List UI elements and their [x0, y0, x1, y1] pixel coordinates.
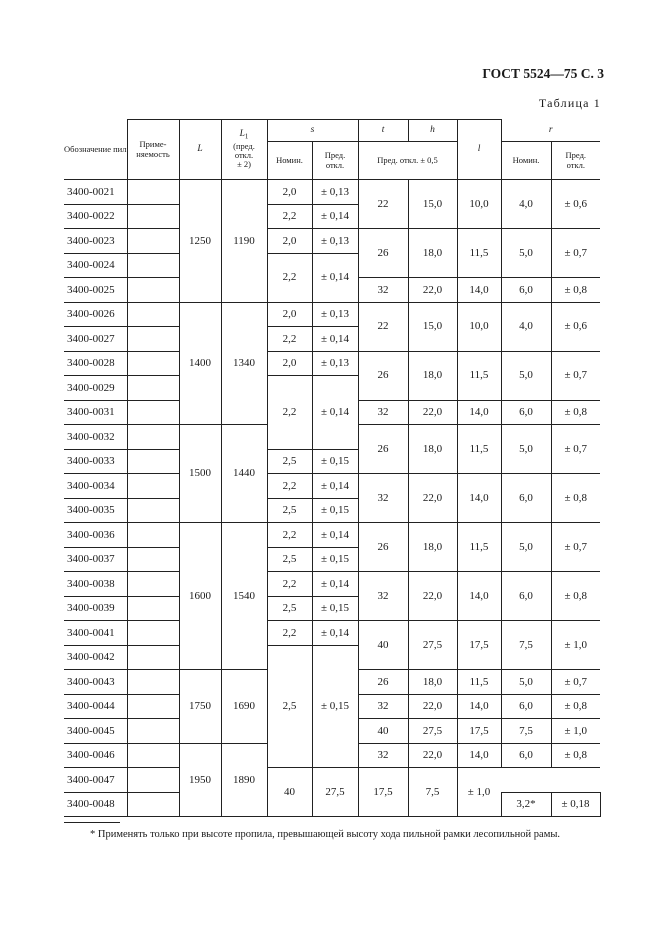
t-value: 32 [358, 278, 408, 303]
applicability-cell [127, 523, 179, 548]
row-code: 3400-0048 [64, 792, 127, 817]
l-value: 14,0 [457, 743, 501, 768]
s-dev: ± 0,18 [551, 792, 600, 817]
s-nom: 2,5 [267, 547, 312, 572]
h-value: 22,0 [408, 474, 457, 523]
r-nom: 6,0 [501, 400, 551, 425]
applicability-cell [127, 719, 179, 744]
footnote: * Применять только при высоте пропила, превышающей высоту хода пильной рамки лесопильной рамы. [90, 829, 561, 840]
r-nom: 4,0 [501, 180, 551, 229]
t-value: 32 [358, 572, 408, 621]
col-s-dev: Пред. откл. [312, 142, 358, 180]
col-applicability: Приме- няемость [127, 120, 179, 180]
col-th-dev: Пред. откл. ± 0,5 [358, 142, 457, 180]
applicability-cell [127, 302, 179, 327]
applicability-cell [127, 572, 179, 597]
r-nom: 5,0 [501, 229, 551, 278]
s-dev: ± 0,13 [312, 180, 358, 205]
applicability-cell [127, 743, 179, 768]
r-dev: ± 0,8 [551, 572, 600, 621]
t-value: 26 [358, 229, 408, 278]
l-value: 10,0 [457, 180, 501, 229]
r-nom: 5,0 [501, 523, 551, 572]
h-value: 27,5 [408, 621, 457, 670]
s-nom: 2,0 [267, 351, 312, 376]
row-code: 3400-0029 [64, 376, 127, 401]
applicability-cell [127, 229, 179, 254]
r-nom: 5,0 [501, 670, 551, 695]
r-nom: 7,5 [501, 719, 551, 744]
t-value: 26 [358, 351, 408, 400]
col-s-nom: Номин. [267, 142, 312, 180]
row-code: 3400-0035 [64, 498, 127, 523]
s-nom: 2,2 [267, 204, 312, 229]
row-code: 3400-0046 [64, 743, 127, 768]
r-nom: 5,0 [501, 425, 551, 474]
l-value: 14,0 [457, 474, 501, 523]
L1-value: 1340 [221, 302, 267, 425]
row-code: 3400-0024 [64, 253, 127, 278]
row-code: 3400-0033 [64, 449, 127, 474]
r-dev: ± 0,7 [551, 670, 600, 695]
r-nom: 6,0 [501, 694, 551, 719]
s-dev: ± 0,15 [312, 645, 358, 768]
t-value: 32 [358, 694, 408, 719]
s-nom: 2,2 [267, 253, 312, 302]
applicability-cell [127, 792, 179, 817]
row-code: 3400-0039 [64, 596, 127, 621]
s-dev: ± 0,14 [312, 376, 358, 450]
col-r: r [501, 120, 600, 142]
s-nom: 2,0 [267, 302, 312, 327]
r-nom: 6,0 [501, 572, 551, 621]
applicability-cell [127, 694, 179, 719]
l-value: 14,0 [457, 278, 501, 303]
h-value: 18,0 [408, 229, 457, 278]
t-value: 32 [358, 743, 408, 768]
r-dev: ± 0,7 [551, 425, 600, 474]
col-designation: Обозначение пил [64, 120, 127, 180]
row-code: 3400-0032 [64, 425, 127, 450]
h-value: 22,0 [408, 572, 457, 621]
row-code: 3400-0044 [64, 694, 127, 719]
s-dev: ± 0,13 [312, 229, 358, 254]
applicability-cell [127, 253, 179, 278]
col-L1-symbol: L [239, 129, 245, 140]
h-value: 18,0 [408, 670, 457, 695]
applicability-cell [127, 376, 179, 401]
h-value: 27,5 [408, 719, 457, 744]
l-value: 14,0 [457, 400, 501, 425]
L1-value: 1440 [221, 425, 267, 523]
h-value: 22,0 [408, 400, 457, 425]
r-dev: ± 0,8 [551, 400, 600, 425]
r-nom: 6,0 [501, 743, 551, 768]
row-code: 3400-0027 [64, 327, 127, 352]
L1-value: 1690 [221, 670, 267, 744]
applicability-cell [127, 425, 179, 450]
t-value: 40 [358, 621, 408, 670]
r-dev: ± 1,0 [551, 719, 600, 744]
col-L: L [179, 120, 221, 180]
r-dev: ± 0,8 [551, 694, 600, 719]
s-dev: ± 0,14 [312, 204, 358, 229]
col-s: s [267, 120, 358, 142]
s-dev: ± 0,14 [312, 523, 358, 548]
h-value: 22,0 [408, 743, 457, 768]
s-nom: 2,2 [267, 376, 312, 450]
s-dev: ± 0,14 [312, 474, 358, 499]
applicability-cell [127, 474, 179, 499]
t-value: 22 [358, 180, 408, 229]
L-value: 1950 [179, 743, 221, 817]
col-r-nom: Номин. [501, 142, 551, 180]
r-dev: ± 0,8 [551, 474, 600, 523]
applicability-cell [127, 621, 179, 646]
s-nom: 2,0 [267, 180, 312, 205]
footnote-rule [64, 822, 120, 823]
L1-value: 1890 [221, 743, 267, 817]
h-value: 22,0 [408, 694, 457, 719]
row-code: 3400-0031 [64, 400, 127, 425]
applicability-cell [127, 351, 179, 376]
l-value: 10,0 [457, 302, 501, 351]
row-code: 3400-0026 [64, 302, 127, 327]
col-l: l [457, 120, 501, 180]
row-code: 3400-0022 [64, 204, 127, 229]
applicability-cell [127, 596, 179, 621]
applicability-cell [127, 278, 179, 303]
s-dev: ± 0,14 [312, 572, 358, 597]
row-code: 3400-0038 [64, 572, 127, 597]
r-nom: 7,5 [501, 621, 551, 670]
t-value: 40 [358, 719, 408, 744]
h-value: 15,0 [408, 302, 457, 351]
r-nom: 7,5 [408, 768, 457, 817]
r-dev: ± 1,0 [457, 768, 501, 817]
r-dev: ± 0,8 [551, 278, 600, 303]
applicability-cell [127, 180, 179, 205]
L-value: 1250 [179, 180, 221, 303]
row-code: 3400-0047 [64, 768, 127, 793]
row-code: 3400-0043 [64, 670, 127, 695]
h-value: 18,0 [408, 351, 457, 400]
col-L1 [221, 120, 267, 180]
L-value: 1500 [179, 425, 221, 523]
l-value: 11,5 [457, 229, 501, 278]
l-value: 17,5 [457, 621, 501, 670]
applicability-cell [127, 768, 179, 793]
r-nom: 6,0 [501, 278, 551, 303]
s-dev: ± 0,13 [312, 351, 358, 376]
L-value: 1750 [179, 670, 221, 744]
r-dev: ± 1,0 [551, 621, 600, 670]
s-nom: 3,2* [501, 792, 551, 817]
L1-value: 1540 [221, 523, 267, 670]
row-code: 3400-0036 [64, 523, 127, 548]
t-value: 40 [267, 768, 312, 817]
applicability-cell [127, 327, 179, 352]
l-value: 11,5 [457, 351, 501, 400]
applicability-cell [127, 670, 179, 695]
applicability-cell [127, 645, 179, 670]
t-value: 26 [358, 523, 408, 572]
row-code: 3400-0028 [64, 351, 127, 376]
r-dev: ± 0,8 [551, 743, 600, 768]
s-dev: ± 0,14 [312, 253, 358, 302]
t-value: 32 [358, 400, 408, 425]
t-value: 26 [358, 425, 408, 474]
s-nom: 2,2 [267, 621, 312, 646]
s-nom: 2,5 [267, 498, 312, 523]
col-L1-subscript: 1 [244, 132, 249, 141]
h-value: 22,0 [408, 278, 457, 303]
L1-value: 1190 [221, 180, 267, 303]
h-value: 15,0 [408, 180, 457, 229]
l-value: 11,5 [457, 425, 501, 474]
row-code: 3400-0034 [64, 474, 127, 499]
table-label: Таблица 1 [538, 96, 601, 110]
row-code: 3400-0021 [64, 180, 127, 205]
t-value: 22 [358, 302, 408, 351]
r-dev: ± 0,7 [551, 523, 600, 572]
row-code: 3400-0025 [64, 278, 127, 303]
applicability-cell [127, 547, 179, 572]
applicability-cell [127, 498, 179, 523]
col-L1-note: (пред. откл. ± 2) [233, 140, 255, 170]
r-nom: 5,0 [501, 351, 551, 400]
row-code: 3400-0037 [64, 547, 127, 572]
row-code: 3400-0045 [64, 719, 127, 744]
r-dev: ± 0,6 [551, 180, 600, 229]
s-dev: ± 0,14 [312, 327, 358, 352]
L-value: 1400 [179, 302, 221, 425]
s-dev: ± 0,13 [312, 302, 358, 327]
r-dev: ± 0,7 [551, 351, 600, 400]
r-dev: ± 0,7 [551, 229, 600, 278]
s-dev: ± 0,15 [312, 596, 358, 621]
s-dev: ± 0,15 [312, 498, 358, 523]
r-nom: 4,0 [501, 302, 551, 351]
applicability-cell [127, 400, 179, 425]
h-value: 18,0 [408, 523, 457, 572]
h-value: 27,5 [312, 768, 358, 817]
applicability-cell [127, 204, 179, 229]
s-nom: 2,0 [267, 229, 312, 254]
l-value: 11,5 [457, 670, 501, 695]
s-dev: ± 0,15 [312, 547, 358, 572]
h-value: 18,0 [408, 425, 457, 474]
l-value: 17,5 [358, 768, 408, 817]
l-value: 11,5 [457, 523, 501, 572]
s-nom: 2,2 [267, 572, 312, 597]
row-code: 3400-0042 [64, 645, 127, 670]
l-value: 14,0 [457, 572, 501, 621]
t-value: 26 [358, 670, 408, 695]
l-value: 14,0 [457, 694, 501, 719]
s-nom: 2,5 [267, 449, 312, 474]
col-t: t [358, 120, 408, 142]
col-r-dev: Пред. откл. [551, 142, 600, 180]
row-code: 3400-0041 [64, 621, 127, 646]
applicability-cell [127, 449, 179, 474]
s-dev: ± 0,14 [312, 621, 358, 646]
t-value: 32 [358, 474, 408, 523]
s-nom: 2,2 [267, 523, 312, 548]
page-header: ГОСТ 5524—75 С. 3 [482, 66, 604, 81]
s-nom: 2,2 [267, 327, 312, 352]
saw-spec-table [64, 119, 601, 817]
s-nom: 2,5 [267, 645, 312, 768]
row-code: 3400-0023 [64, 229, 127, 254]
col-h: h [408, 120, 457, 142]
s-nom: 2,2 [267, 474, 312, 499]
s-dev: ± 0,15 [312, 449, 358, 474]
s-nom: 2,5 [267, 596, 312, 621]
r-nom: 6,0 [501, 474, 551, 523]
r-dev: ± 0,6 [551, 302, 600, 351]
L-value: 1600 [179, 523, 221, 670]
l-value: 17,5 [457, 719, 501, 744]
